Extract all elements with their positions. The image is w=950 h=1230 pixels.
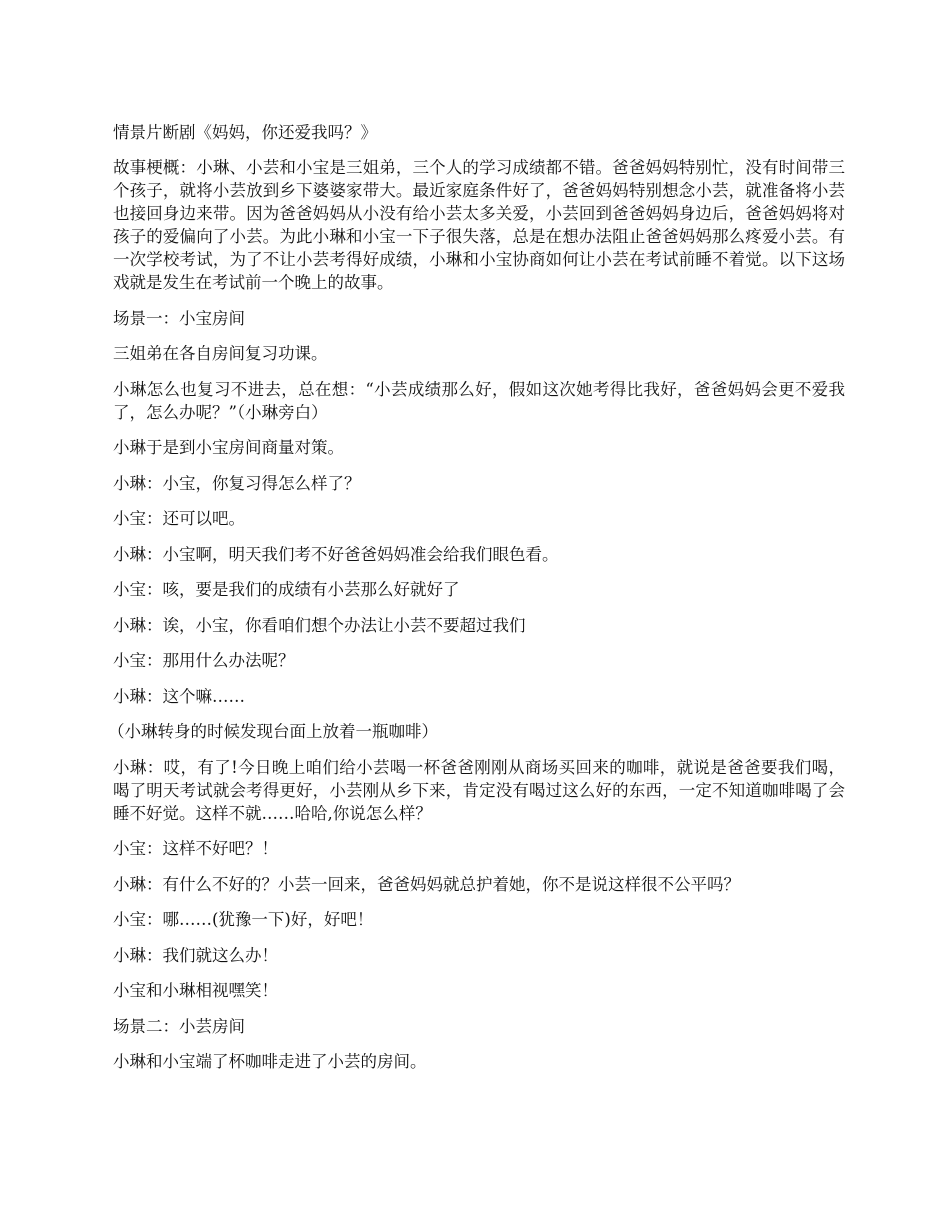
dialogue-line: 小宝：这样不好吧？！ [113,839,278,858]
document-page [108,121,845,1086]
paragraph: 小琳和小宝端了杯咖啡走进了小芸的房间。 [113,1052,427,1071]
scene-heading: 场景一：小宝房间 [113,308,245,328]
stage-direction: （小琳转身的时候发现台面上放着一瓶咖啡） [108,722,438,741]
dialogue-line: 小琳：哎，有了!今日晚上咱们给小芸喝一杯爸爸刚刚从商场买回来的咖啡，就说是爸爸要我们喝，喝了明天考试就会考得更好，小芸刚从乡下来，肯定没有喝过这么好的东西，一定不知道咖啡喝了会睡不好觉。这样不就……哈哈,你说怎么样？ [113,757,845,823]
paragraph: 小琳怎么也复习不进去，总在想：“小芸成绩那么好，假如这次她考得比我好，爸爸妈妈会更不爱我了，怎么办呢？”（小琳旁白） [113,379,845,422]
dialogue-line: 小琳：这个嘛…… [113,686,245,706]
dialogue-line: 小宝：那用什么办法呢？ [113,651,295,670]
scene-heading: 场景二：小芸房间 [113,1016,245,1036]
dialogue-line: 小宝：哪……(犹豫一下)好，好吧！ [113,910,374,929]
dialogue-line: 小琳：我们就这么办！ [113,945,278,965]
dialogue-line: 小宝：还可以吧。 [113,509,245,528]
paragraph: 小琳于是到小宝房间商量对策。 [113,438,344,457]
dialogue-line: 小琳：小宝啊，明天我们考不好爸爸妈妈准会给我们眼色看。 [113,544,559,564]
dialogue-line: 小琳：有什么不好的？小芸一回来，爸爸妈妈就总护着她，你不是说这样很不公平吗？ [113,874,740,894]
paragraph: 三姐弟在各自房间复习功课。 [113,344,328,363]
dialogue-line: 小宝：咳，要是我们的成绩有小芸那么好就好了 [113,580,460,599]
story-synopsis: 故事梗概：小琳、小芸和小宝是三姐弟，三个人的学习成绩都不错。爸爸妈妈特别忙，没有时间带三个孩子，就将小芸放到乡下婆婆家带大。最近家庭条件好了，爸爸妈妈特别想念小芸，就准备将小芸也接回身边来带。因为爸爸妈妈从小没有给小芸太多关爱，小芸回到爸爸妈妈身边后，爸爸妈妈将对孩子的爱偏向了小芸。为此小琳和小宝一下子很失落，总是在想办法阻止爸爸妈妈那么疼爱小芸。有一次学校考试，为了不让小芸考得好成绩，小琳和小宝协商如何让小芸在考试前睡不着觉。以下这场戏就是发生在考试前一个晚上的故事。 [113,158,845,292]
dialogue-line: 小琳：诶，小宝，你看咱们想个办法让小芸不要超过我们 [113,615,526,635]
paragraph: 小宝和小琳相视嘿笑！ [113,981,278,1000]
dialogue-line: 小琳：小宝，你复习得怎么样了？ [113,473,361,493]
document-title: 情景片断剧《妈妈，你还爱我吗？》 [113,123,377,142]
